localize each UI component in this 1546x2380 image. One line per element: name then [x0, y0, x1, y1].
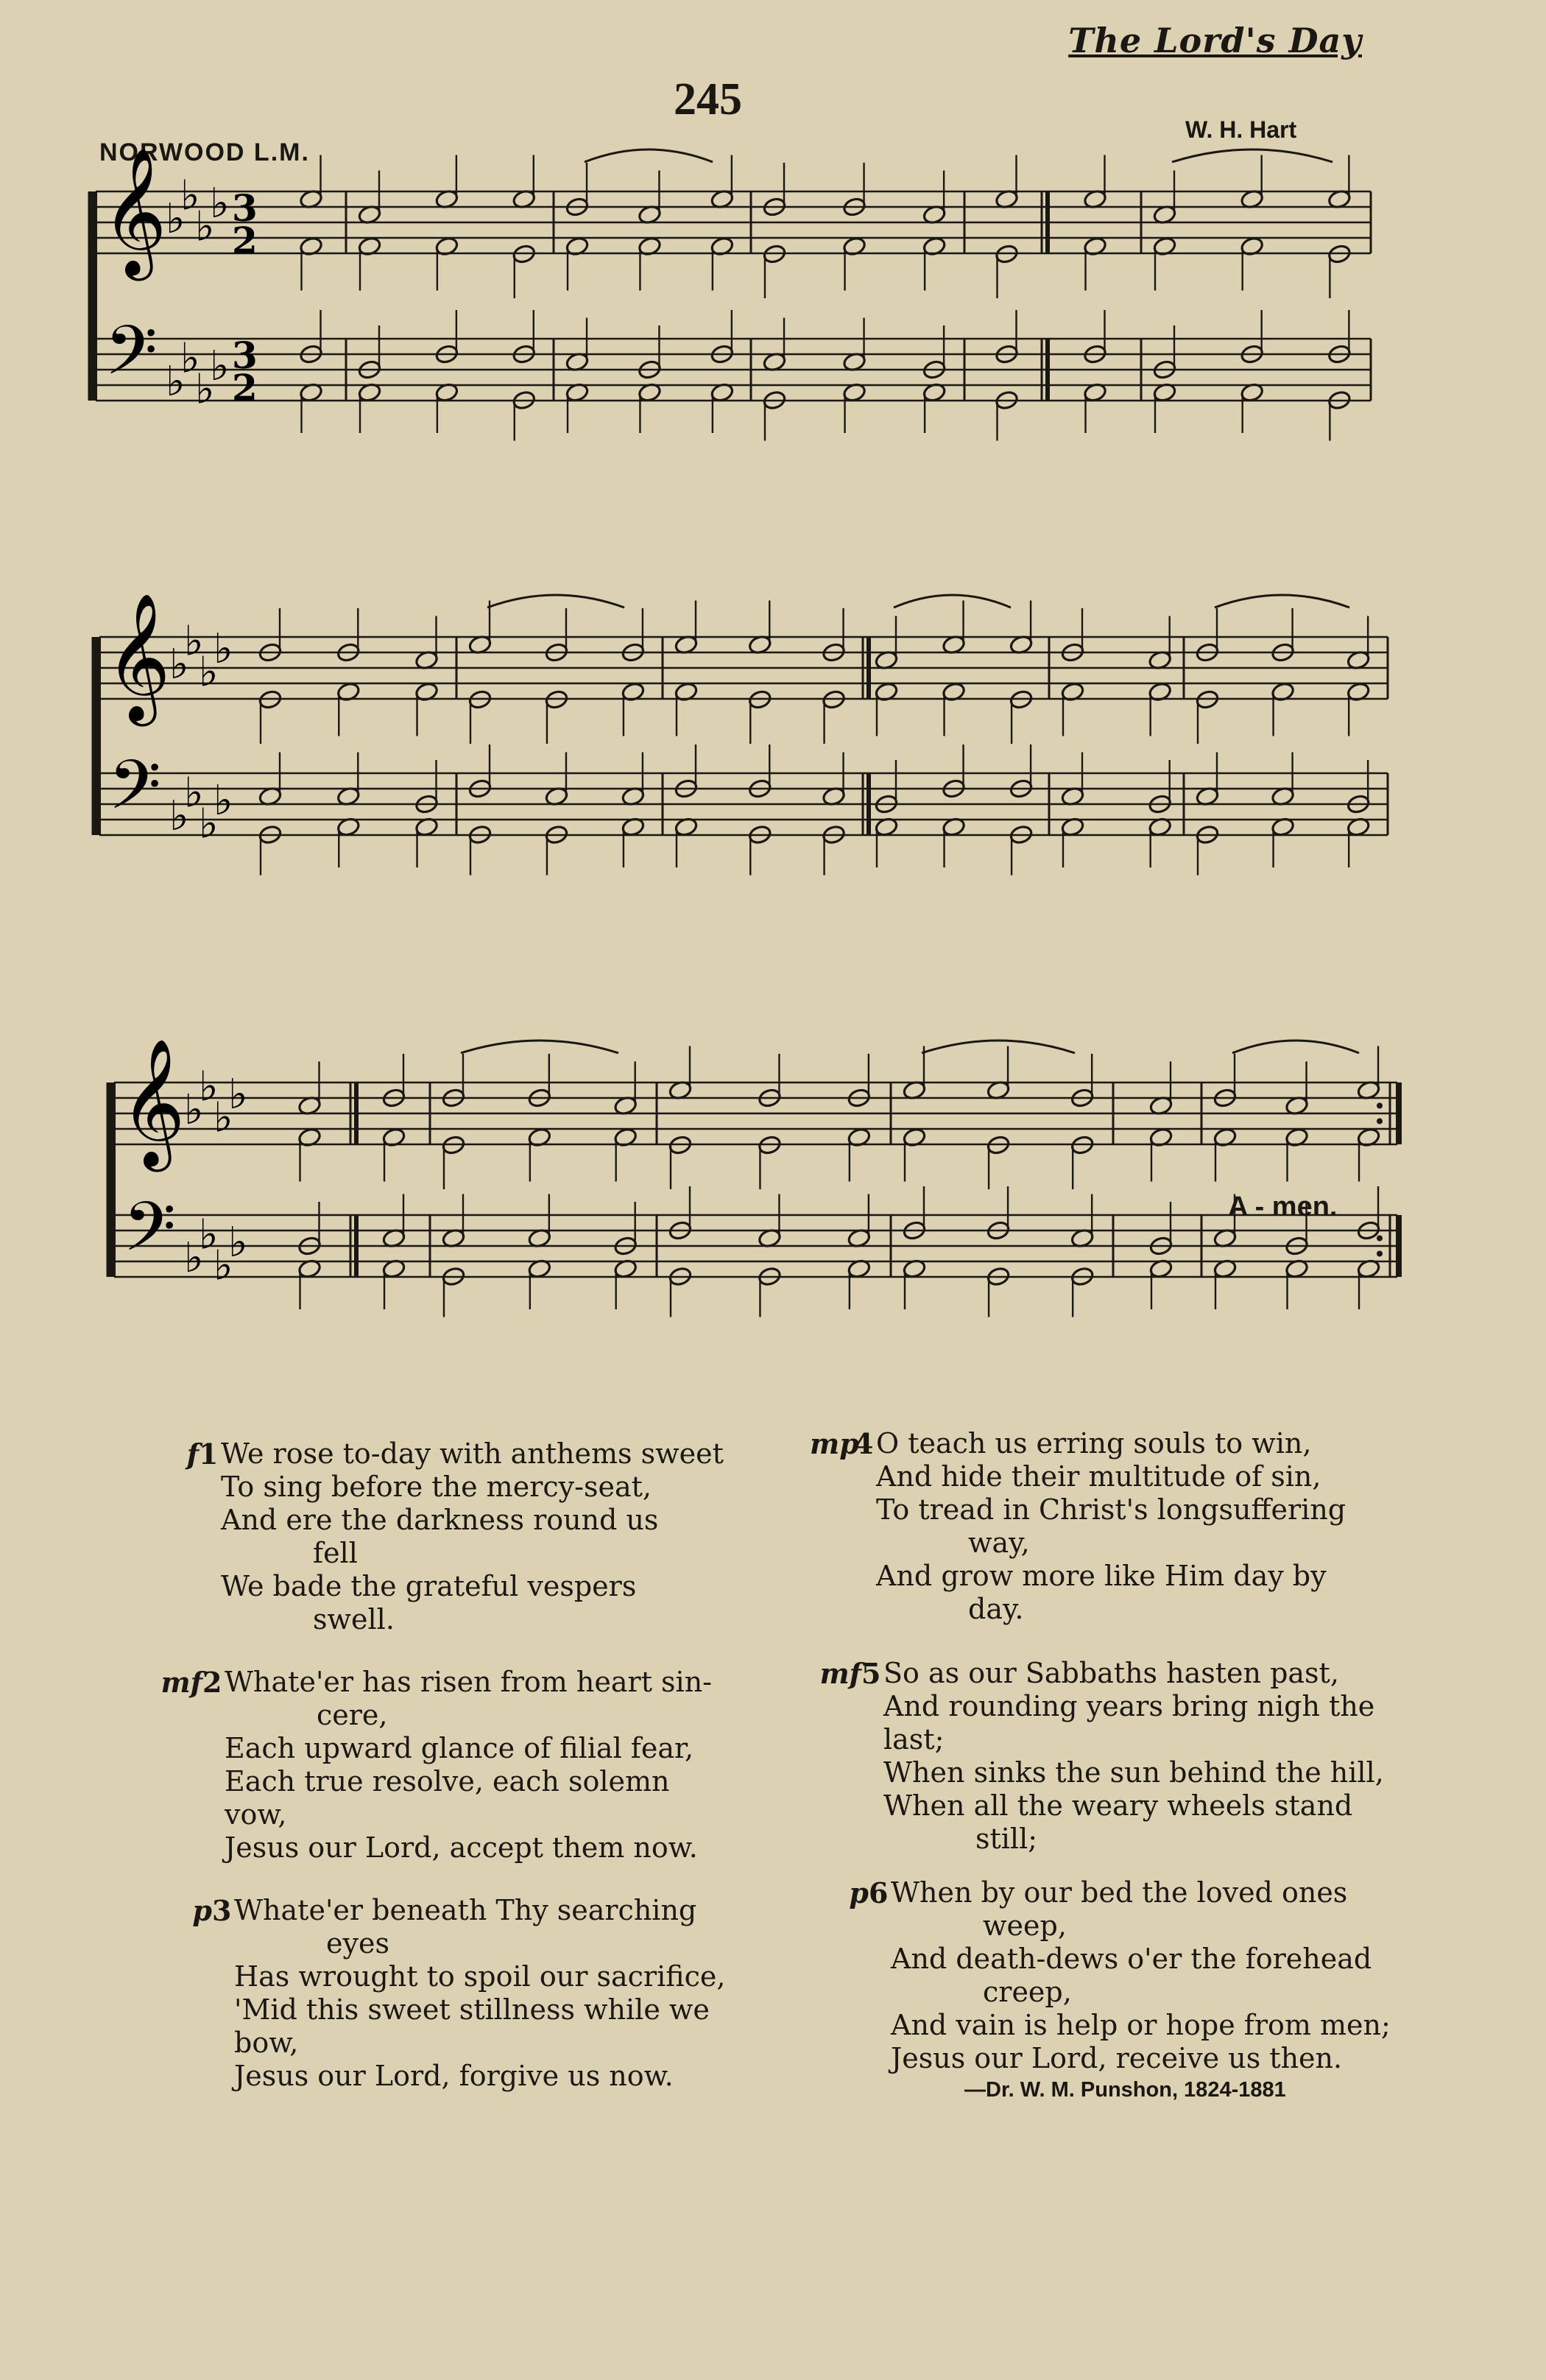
- verse-line: day.: [968, 1593, 1024, 1625]
- verse-line: way,: [968, 1527, 1030, 1559]
- verse-line: So as our Sabbaths hasten past,: [883, 1657, 1339, 1689]
- flat-sign: ♭: [166, 358, 186, 406]
- verse-line: Whate'er has risen from heart sin-: [225, 1666, 713, 1698]
- flat-sign: ♭: [228, 1219, 248, 1267]
- repeat-dot: [1377, 1251, 1383, 1257]
- dynamic-mark: mf: [819, 1657, 861, 1690]
- verse-number: 6: [869, 1876, 889, 1909]
- dynamic-mark: f: [186, 1437, 199, 1471]
- verse-line: fell: [313, 1537, 358, 1569]
- verse-line: weep,: [983, 1909, 1067, 1942]
- verse-number: 4: [854, 1427, 874, 1460]
- time-signature: 3: [232, 186, 258, 230]
- verse-2: [160, 1666, 828, 1865]
- flat-sign: ♭: [184, 1234, 204, 1282]
- flat-sign: ♭: [213, 777, 233, 825]
- flat-sign: ♭: [213, 625, 233, 673]
- flat-sign: ♭: [199, 648, 219, 697]
- flat-sign: ♭: [180, 334, 200, 383]
- slur: [1172, 149, 1333, 162]
- treble-clef: 𝄞: [105, 593, 171, 721]
- amen-lyric: A - men.: [1228, 1191, 1338, 1222]
- flat-sign: ♭: [199, 1211, 219, 1259]
- flat-sign: ♭: [213, 1094, 233, 1142]
- flat-sign: ♭: [210, 342, 230, 390]
- verse-line: Jesus our Lord, accept them now.: [225, 1831, 698, 1864]
- verse-number: 3: [212, 1894, 232, 1927]
- verse-line: eyes: [326, 1927, 389, 1960]
- verse-line: And death-dews o'er the forehead: [891, 1943, 1372, 1975]
- flat-sign: ♭: [180, 172, 200, 220]
- flat-sign: ♭: [213, 1242, 233, 1290]
- treble-clef: 𝄞: [102, 147, 167, 275]
- verse-line: O teach us erring souls to win,: [876, 1427, 1312, 1460]
- slur: [487, 595, 624, 608]
- time-signature: 2: [232, 219, 258, 262]
- verse-line: Each true resolve, each solemn: [225, 1765, 670, 1798]
- verse-line: When sinks the sun behind the hill,: [883, 1756, 1384, 1789]
- verse-4: [810, 1427, 1480, 1626]
- flat-sign: ♭: [195, 365, 215, 414]
- verse-line: And rounding years bring nigh the: [883, 1690, 1375, 1722]
- dynamic-mark: p: [849, 1876, 869, 1909]
- verse-line: still;: [975, 1823, 1038, 1855]
- flat-sign: ♭: [184, 769, 204, 817]
- treble-clef: 𝄞: [120, 1038, 186, 1166]
- verse-line: To tread in Christ's longsuffering: [876, 1493, 1346, 1526]
- verse-line: We bade the grateful vespers: [221, 1570, 637, 1602]
- verse-5: [819, 1657, 1487, 1856]
- flat-sign: ♭: [184, 617, 204, 666]
- time-signature: 3: [232, 334, 258, 377]
- verse-line: Has wrought to spoil our sacrifice,: [234, 1960, 726, 1993]
- flat-sign: ♭: [228, 1071, 248, 1119]
- flat-sign: ♭: [210, 180, 230, 228]
- verse-line: bow,: [234, 2027, 299, 2059]
- section-title: The Lord's Day: [1068, 21, 1362, 60]
- bass-clef: 𝄢: [105, 311, 158, 407]
- flat-sign: ♭: [166, 195, 186, 243]
- bass-clef: 𝄢: [123, 1188, 177, 1284]
- verse-line: last;: [883, 1723, 945, 1756]
- dynamic-mark: mp: [810, 1427, 859, 1460]
- verse-number: 2: [202, 1666, 222, 1699]
- repeat-dot: [1377, 1236, 1383, 1242]
- verse-line: Jesus our Lord, forgive us now.: [234, 2060, 674, 2092]
- hymn-number: 245: [674, 74, 742, 124]
- repeat-dot: [1377, 1119, 1383, 1124]
- slur: [1232, 1041, 1359, 1053]
- verse-line: To sing before the mercy-seat,: [221, 1471, 652, 1503]
- flat-sign: ♭: [184, 1086, 204, 1134]
- slur: [585, 149, 713, 162]
- tune-name: NORWOOD L.M.: [99, 138, 310, 166]
- verse-line: When all the weary wheels stand: [883, 1789, 1353, 1822]
- verse-number: 1: [199, 1437, 219, 1471]
- verse-line: And hide their multitude of sin,: [876, 1460, 1321, 1493]
- verse-line: And grow more like Him day by: [876, 1560, 1327, 1592]
- verse-line: Jesus our Lord, receive us then.: [891, 2042, 1343, 2074]
- verse-1: [186, 1437, 825, 1636]
- verse-line: 'Mid this sweet stillness while we: [234, 1993, 710, 2026]
- verse-line: cere,: [317, 1699, 388, 1731]
- verse-number: 5: [861, 1657, 881, 1690]
- verse-line: And ere the darkness round us: [221, 1504, 659, 1536]
- time-signature: 2: [232, 366, 258, 409]
- verse-line: creep,: [983, 1976, 1072, 2008]
- verse-line: And vain is help or hope from men;: [891, 2009, 1391, 2041]
- dynamic-mark: mf: [160, 1666, 202, 1699]
- dynamic-mark: p: [192, 1894, 212, 1927]
- repeat-dot: [1377, 1103, 1383, 1109]
- verse-line: vow,: [225, 1798, 287, 1831]
- composer: W. H. Hart: [1185, 116, 1297, 143]
- bass-clef: 𝄢: [108, 746, 162, 842]
- slur: [922, 1041, 1075, 1053]
- verse-line: When by our bed the loved ones: [891, 1876, 1348, 1909]
- verse-line: swell.: [313, 1603, 395, 1636]
- verse-6: [849, 1876, 1494, 2075]
- verse-line: We rose to-day with anthems sweet: [221, 1437, 724, 1470]
- flat-sign: ♭: [169, 792, 189, 840]
- slur: [461, 1041, 618, 1053]
- flat-sign: ♭: [195, 203, 215, 251]
- verse-3: [192, 1894, 838, 2093]
- slur: [1215, 595, 1349, 608]
- flat-sign: ♭: [199, 1063, 219, 1111]
- flat-sign: ♭: [169, 641, 189, 689]
- verse-line: Each upward glance of filial fear,: [225, 1732, 694, 1764]
- hymn-author: —Dr. W. M. Punshon, 1824-1881: [964, 2078, 1286, 2102]
- slur: [894, 595, 1011, 608]
- verse-line: Whate'er beneath Thy searching: [234, 1894, 697, 1926]
- flat-sign: ♭: [199, 800, 219, 848]
